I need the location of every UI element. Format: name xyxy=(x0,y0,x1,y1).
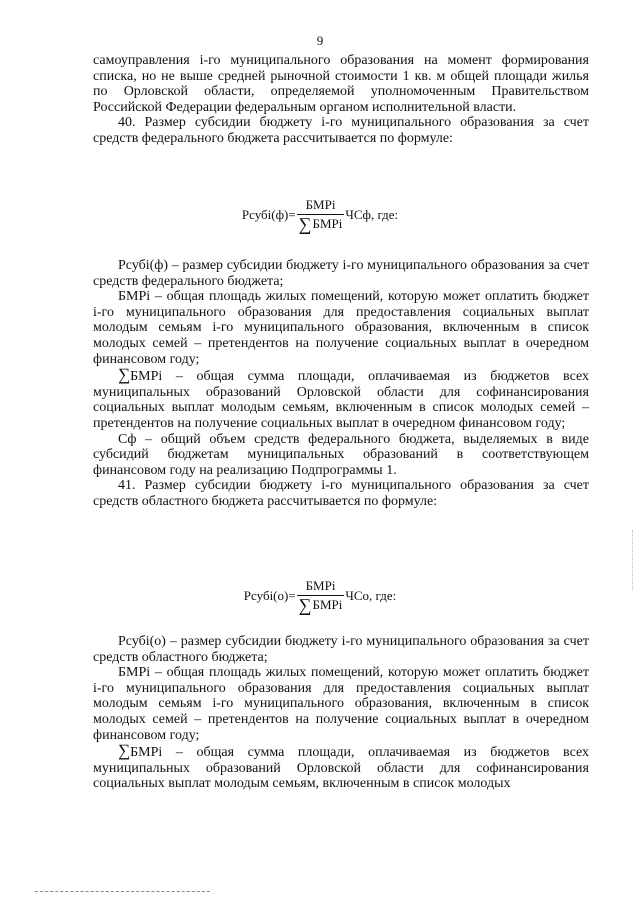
sum-term: БМРі xyxy=(130,745,163,761)
text-block-3 xyxy=(93,634,589,792)
formula-federal-denominator-term: БМРі xyxy=(312,216,343,231)
definition-bmri-2: БМРі – общая площадь жилых помещений, которую может оплатить бюджет i-го муниципального образования для предоставления социальных выплат молодым семьям i-го муниципального образования, включенным в список молодых семей – претендентов на получение социальных выплат в очередном финансовом году; xyxy=(93,665,589,743)
sum-term: БМРі xyxy=(130,369,163,385)
scan-margin-mark xyxy=(632,530,635,590)
formula-regional-suffix: , где: xyxy=(369,587,397,603)
sum-definition: – общая сумма площади, оплачиваемая из бюджетов всех муниципальных образований Орловской области для софинансирования социальных выплат молодым семьям, включенным в список молодых семей – претендентов на получение социальных выплат в очередном финансовом году; xyxy=(93,369,589,431)
formula-regional-denominator xyxy=(297,595,345,613)
formula-federal-suffix: , где: xyxy=(370,206,399,222)
formula-federal-denominator xyxy=(297,214,345,232)
page-number: 9 xyxy=(316,33,324,48)
formula-federal-numerator: БМРі xyxy=(305,197,336,212)
text-block-2 xyxy=(93,258,589,510)
sum-symbol: ∑ xyxy=(118,741,131,761)
paragraph-40: 40. Размер субсидии бюджету i-го муниципального образования за счет средств федерального бюджета рассчитывается по формуле: xyxy=(93,115,589,146)
formula-federal-multiplier: ЧСф xyxy=(345,206,371,222)
text-block-1 xyxy=(93,53,589,147)
definition-sum-bmri-1 xyxy=(93,367,589,431)
sum-symbol: ∑ xyxy=(298,595,312,615)
formula-regional xyxy=(0,578,640,613)
formula-federal-lhs: Рсубі(ф)= xyxy=(241,206,296,222)
definition-bmri-1: БМРі – общая площадь жилых помещений, которую может оплатить бюджет i-го муниципального образования для предоставления социальных выплат молодым семьям i-го муниципального образования, включенным в список молодых семей – претендентов на получение социальных выплат в очередном финансовом году; xyxy=(93,289,589,367)
sum-symbol: ∑ xyxy=(118,365,131,385)
formula-federal-fraction xyxy=(297,197,345,232)
sum-symbol: ∑ xyxy=(298,214,312,234)
formula-regional-numerator: БМРі xyxy=(305,578,336,593)
formula-regional-fraction xyxy=(297,578,345,613)
formula-regional-lhs: Рсубі(о)= xyxy=(243,587,296,603)
formula-regional-denominator-term: БМРі xyxy=(312,597,343,612)
definition-psub-o: Рсубі(о) – размер субсидии бюджету i-го муниципального образования за счет средств областного бюджета; xyxy=(93,634,589,665)
formula-federal xyxy=(0,197,640,232)
definition-sum-bmri-2 xyxy=(93,743,589,792)
footer-rule xyxy=(35,891,210,892)
definition-sf: Сф – общий объем средств федерального бюджета, выделяемых в виде субсидий бюджетам муниципальных образований в соответствующем финансовом году на реализацию Подпрограммы 1. xyxy=(93,431,589,478)
formula-regional-multiplier: ЧСо xyxy=(345,587,370,603)
sum-definition: – общая сумма площади, оплачиваемая из бюджетов всех муниципальных образований Орловской области для софинансирования социальных выплат молодым семьям, включенным в список молодых xyxy=(93,745,589,792)
definition-psub-f: Рсубі(ф) – размер субсидии бюджету i-го муниципального образования за счет средств федерального бюджета; xyxy=(93,258,589,289)
paragraph-continuation: самоуправления i-го муниципального образования на момент формирования списка, но не выше средней рыночной стоимости 1 кв. м общей площади жилья по Орловской области, определяемой уполномоченным Правительством Российской Федерации федеральным органом исполнительной власти. xyxy=(93,53,589,115)
paragraph-41: 41. Размер субсидии бюджету i-го муниципального образования за счет средств областного бюджета рассчитывается по формуле: xyxy=(93,478,589,509)
